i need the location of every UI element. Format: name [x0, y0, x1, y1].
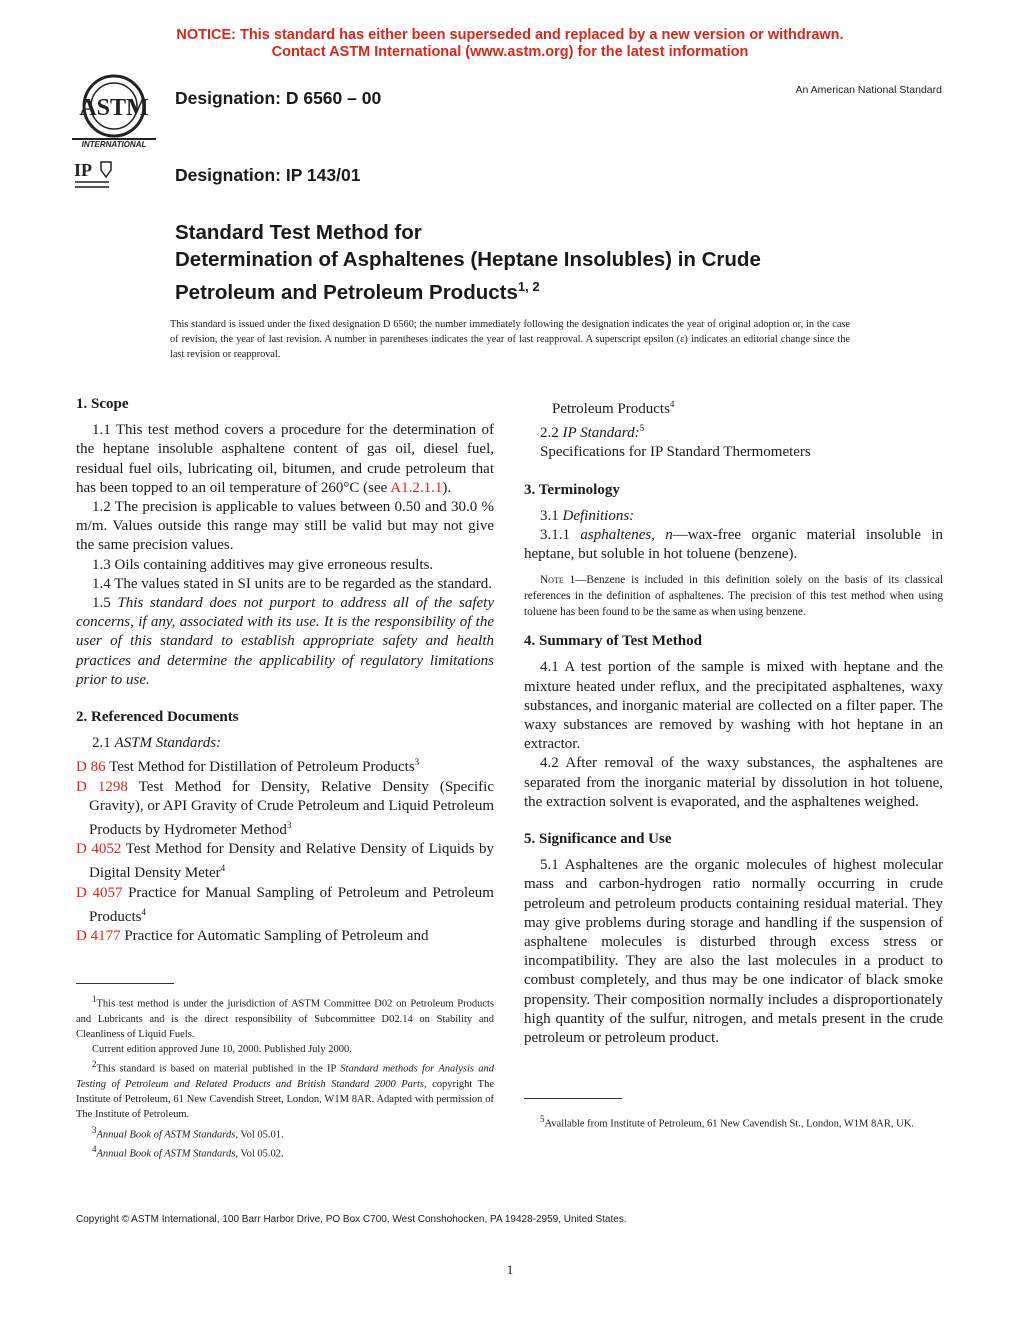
- footnote-4: $^4$Annual Book of ASTM Standards, Vol 05.02.: [92, 1144, 284, 1160]
- footnote-3: $^3$Annual Book of ASTM Standards, Vol 05.01.: [92, 1124, 284, 1141]
- link-a1-2-1-1[interactable]: A1.2.1.1: [390, 479, 443, 496]
- reference-link[interactable]: D 4052: [76, 841, 122, 858]
- ip-standard-item: Specifications for IP Standard Thermometers: [540, 444, 811, 461]
- footnotes-left: [76, 992, 494, 1162]
- paragraph-3-1-1: 3.1.1 asphaltenes, n—wax-free organic material insoluble in heptane, but soluble in hot toluene (benzene).: [524, 527, 944, 563]
- paragraph-2-2: 2.2 IP Standard:$^5$: [540, 423, 645, 442]
- title-line-3: [175, 273, 895, 306]
- section-heading-scope: 1. Scope: [76, 396, 129, 412]
- reference-continued: Petroleum Products$^4$: [552, 399, 675, 417]
- designation-astm: Designation: D 6560 – 00: [175, 88, 382, 108]
- title-footnote-ref: 1, 2: [517, 279, 540, 294]
- footnote-1-edition: Current edition approved June 10, 2000. Published July 2000.: [92, 1044, 352, 1056]
- section-heading-referenced-documents: 2. Referenced Documents: [76, 709, 239, 726]
- issued-note: This standard is issued under the fixed designation D 6560; the number immediately following the designation indicates the year of original adoption or, in the case of revision, the year of last revision. A number in parentheses indicates the year of last reapproval. A superscript epsilon (ε) indicates an editorial change since the last revision or reapproval.: [170, 319, 850, 360]
- title-line-3-text: Petroleum and Petroleum Products: [175, 280, 518, 304]
- paragraph-2-1: 2.1 ASTM Standards:: [92, 735, 222, 752]
- reference-list: [76, 753, 494, 946]
- section-heading-terminology: 3. Terminology: [524, 481, 620, 498]
- footnote-rule-left: [76, 983, 174, 984]
- reference-item: D 86 Test Method for Distillation of Petroleum Products$^3$: [76, 757, 420, 776]
- right-column: [524, 395, 943, 1048]
- astm-logo-letters: ASTM: [79, 95, 149, 121]
- paragraph-1-2: 1.2 The precision is applicable to values between 0.50 and 30.0 % m/m. Values outside this range may still be valid but may not give the same precision values.: [76, 499, 494, 554]
- section-heading-significance: 5. Significance and Use: [524, 831, 672, 848]
- section-heading-summary: 4. Summary of Test Method: [524, 633, 702, 650]
- reference-item: D 4057 Practice for Manual Sampling of Petroleum and Petroleum Products$^4$: [76, 884, 494, 925]
- note-1: Note 1—Benzene is included in this definition solely on the basis of its classical references in the definition of asphaltenes. The precision of this test method when using toluene has been found to be the same as when using benzene.: [524, 574, 943, 618]
- title-line-1: Standard Test Method for: [175, 221, 422, 244]
- ip-logo-icon: [73, 158, 119, 192]
- copyright-line: Copyright © ASTM International, 100 Barr Harbor Drive, PO Box C700, West Conshohocken, PA 19428-2959, United States.: [76, 1214, 627, 1225]
- footnote-5: $^5$Available from Institute of Petroleum, 61 New Cavendish St., London, W1M 8AR, UK.: [540, 1114, 914, 1130]
- astm-logo-icon: [68, 72, 160, 150]
- reference-link[interactable]: D 86: [76, 759, 106, 776]
- ip-logo: [73, 158, 119, 192]
- paragraph-1-1: 1.1 This test method covers a procedure for the determination of the heptane insoluble asphaltene content of gas oil, diesel fuel, residual fuel oils, lubricating oil, bitumen, and crude petroleum that has been topped to an oil temperature of 260°C (see A1.2.1.1).: [76, 422, 494, 496]
- superseded-notice: [0, 27, 1020, 61]
- reference-link[interactable]: D 4177: [76, 928, 121, 945]
- document-title: [175, 219, 895, 306]
- footnote-rule-right: [524, 1098, 622, 1099]
- footnote-2: $^2$This standard is based on material published in the IP Standard methods for Analysis and Testing of Petroleum and Related Products and British Standard 2000 Parts, copyright The Institute of Petroleum, 61 New Cavendish Street, London, W1M 8AR. Adapted with permission of The Institute of Petroleum.: [76, 1059, 494, 1121]
- reference-link[interactable]: D 4057: [76, 884, 123, 901]
- paragraph-4-1: 4.1 A test portion of the sample is mixed with heptane and the mixture heated under reflux, and the precipitated asphaltenes, waxy substances, and inorganic material are collected on a filter paper. The waxy substances are removed by washing with hot heptane in an extractor.: [524, 659, 943, 753]
- reference-link[interactable]: D 1298: [76, 778, 128, 795]
- footnote-1: $^1$This test method is under the jurisdiction of ASTM Committee D02 on Petroleum Products and Lubricants and is the direct responsibility of Subcommittee D02.14 on Stability and Cleanliness of Liquid Fuels.: [76, 994, 494, 1040]
- paragraph-1-3: 1.3 Oils containing additives may give erroneous results.: [92, 556, 434, 573]
- designation-ip: Designation: IP 143/01: [175, 165, 361, 185]
- astm-logo: [68, 72, 160, 150]
- american-national-standard: An American National Standard: [795, 84, 942, 96]
- title-line-2: Determination of Asphaltenes (Heptane Insolubles) in Crude: [175, 248, 761, 271]
- footnotes-right: [524, 1112, 943, 1132]
- left-column: [76, 395, 494, 946]
- paragraph-1-5: 1.5 This standard does not purport to address all of the safety concerns, if any, associated with its use. It is the responsibility of the user of this standard to establish appropriate safety and health practices and determine the applicability of regulatory limitations prior to use.: [76, 595, 495, 688]
- notice-line-1: NOTICE: This standard has either been superseded and replaced by a new version or withdrawn.: [176, 27, 844, 43]
- paragraph-3-1: 3.1 Definitions:: [540, 507, 635, 524]
- paragraph-1-4: 1.4 The values stated in SI units are to be regarded as the standard.: [92, 575, 493, 592]
- paragraph-5-1: 5.1 Asphaltenes are the organic molecules of highest molecular mass and carbon-hydrogen ratio normally occurring in crude petroleum and petroleum products containing residual material. They may give problems during storage and handling if the suspension of asphaltene molecules is disturbed through excess stress or incompatibility. They are also the last molecules in a product to combust completely, and thus may be one indicator of black smoke propensity. Their composition normally includes a disproportionately high quantity of the sulfur, nitrogen, and metals present in the crude petroleum or petroleum product.: [524, 857, 943, 1047]
- astm-logo-subtext: INTERNATIONAL: [81, 140, 147, 149]
- reference-item: D 1298 Test Method for Density, Relative Density (Specific Gravity), or API Gravity of Crude Petroleum and Liquid Petroleum Products by Hydrometer Method$^3$: [76, 778, 494, 839]
- reference-item: D 4052 Test Method for Density and Relative Density of Liquids by Digital Density Meter$^4$: [76, 841, 494, 882]
- reference-item: D 4177 Practice for Automatic Sampling of Petroleum and: [76, 928, 429, 945]
- ip-logo-letters: IP: [74, 160, 92, 180]
- notice-line-2: Contact ASTM International (www.astm.org) for the latest information: [271, 44, 749, 60]
- paragraph-4-2: 4.2 After removal of the waxy substances, the asphaltenes are separated from the inorganic material by dissolution in hot toluene, the extraction solvent is evaporated, and the asphaltenes weighed.: [524, 755, 943, 810]
- page-number: 1: [506, 1262, 514, 1277]
